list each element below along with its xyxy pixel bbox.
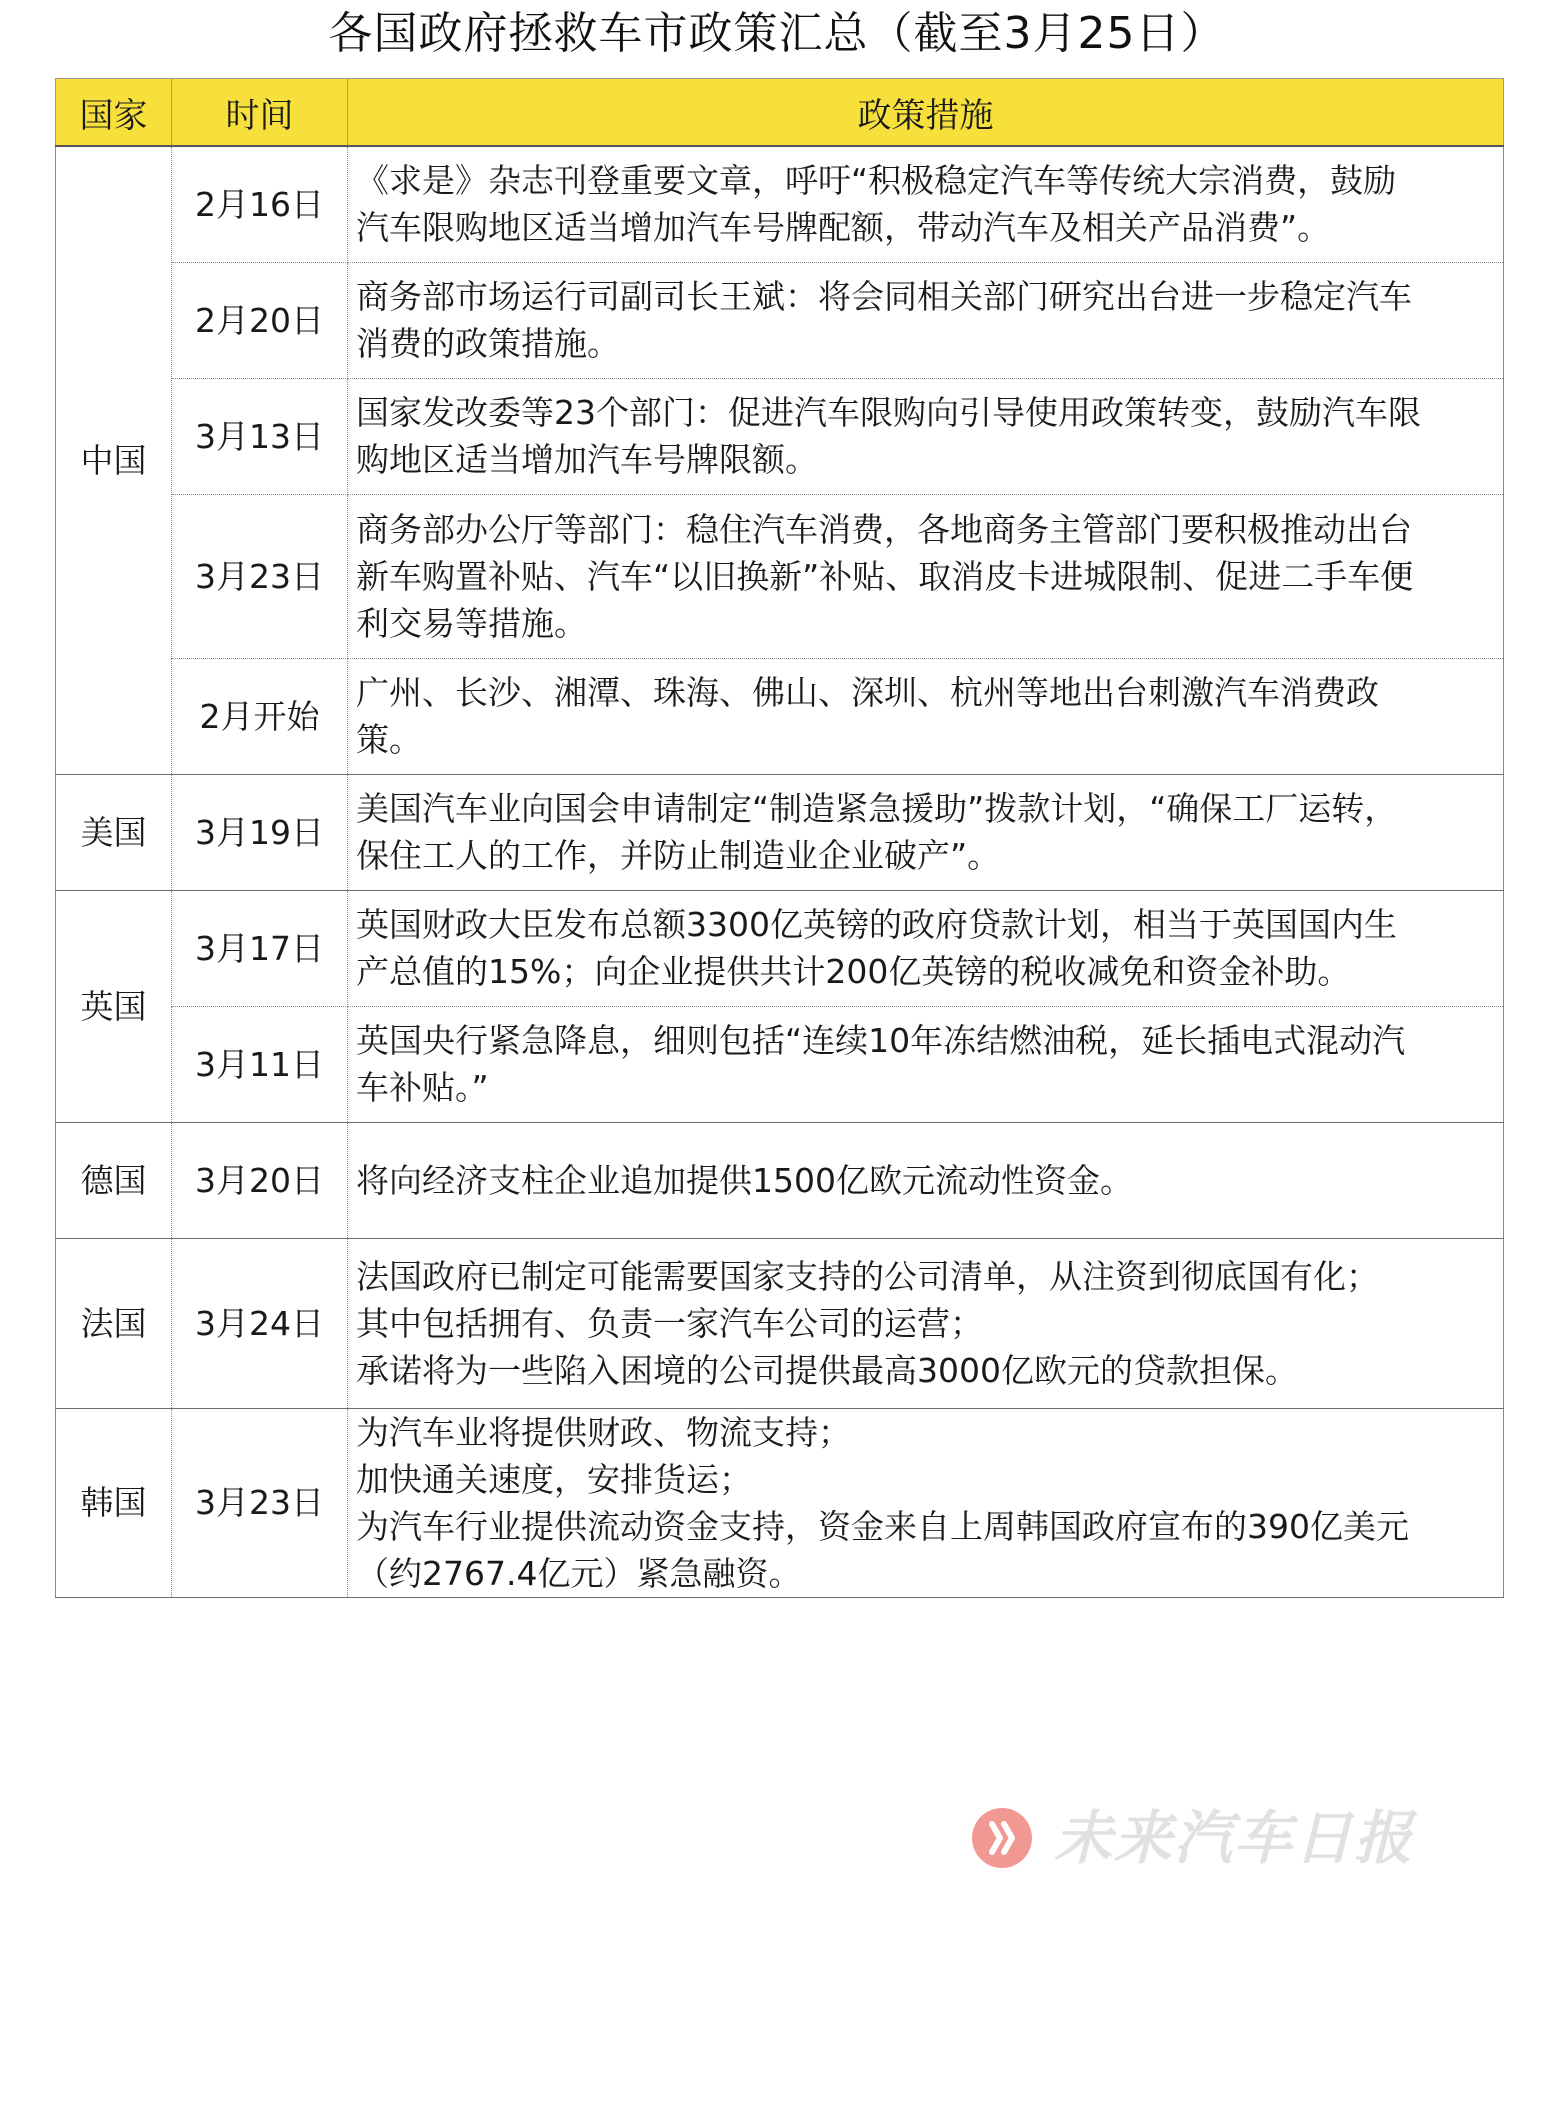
policy-line: 为汽车行业提供流动资金支持，资金来自上周韩国政府宣布的390亿美元 [356, 1506, 1409, 1546]
date-cell: 3月20日 [172, 1122, 348, 1238]
header-policy: 政策措施 [348, 79, 1504, 147]
policy-cell [348, 378, 1504, 494]
date-cell: 3月11日 [172, 1006, 348, 1122]
date-cell: 3月13日 [172, 378, 348, 494]
policy-cell [348, 262, 1504, 378]
policy-line: 策。 [356, 720, 422, 759]
country-cell: 韩国 [56, 1408, 172, 1597]
country-cell: 法国 [56, 1238, 172, 1408]
table-row [56, 378, 1504, 494]
policy-line: 国家发改委等23个部门：促进汽车限购向引导使用政策转变，鼓励汽车限 [356, 393, 1421, 432]
country-cell: 英国 [56, 890, 172, 1122]
policy-line: 车补贴。” [356, 1068, 489, 1107]
policy-line: 购地区适当增加汽车号牌限额。 [356, 440, 818, 479]
policy-table [55, 78, 1504, 1598]
policy-line: 加快通关速度，安排货运； [356, 1459, 752, 1499]
policy-line: 保住工人的工作，并防止制造业企业破产”。 [356, 836, 1001, 875]
policy-line: 商务部办公厅等部门：稳住汽车消费，各地商务主管部门要积极推动出台 [356, 509, 1412, 549]
date-cell: 2月16日 [172, 146, 348, 262]
date-cell: 2月开始 [172, 658, 348, 774]
table-row [56, 262, 1504, 378]
header-country: 国家 [56, 79, 172, 147]
policy-cell [348, 146, 1504, 262]
policy-line: 承诺将为一些陷入困境的公司提供最高3000亿欧元的贷款担保。 [356, 1350, 1298, 1390]
table-row [56, 774, 1504, 890]
date-cell: 3月23日 [172, 1408, 348, 1597]
red-circle-logo-icon [970, 1806, 1034, 1870]
policy-line: （约2767.4亿元）紧急融资。 [356, 1553, 802, 1593]
policy-line: 汽车限购地区适当增加汽车号牌配额，带动汽车及相关产品消费”。 [356, 208, 1331, 248]
policy-line: 新车购置补贴、汽车“以旧换新”补贴、取消皮卡进城限制、促进二手车便 [356, 556, 1414, 596]
header-date: 时间 [172, 79, 348, 147]
table-row [56, 1122, 1504, 1238]
policy-line: 将向经济支柱企业追加提供1500亿欧元流动性资金。 [356, 1160, 1133, 1200]
table-row [56, 146, 1504, 262]
policy-cell [348, 890, 1504, 1006]
policy-line: 其中包括拥有、负责一家汽车公司的运营； [356, 1303, 983, 1343]
policy-line: 为汽车业将提供财政、物流支持； [356, 1412, 851, 1452]
table-row [56, 494, 1504, 658]
policy-line: 法国政府已制定可能需要国家支持的公司清单，从注资到彻底国有化； [356, 1256, 1379, 1296]
country-cell: 中国 [56, 146, 172, 774]
policy-line: 英国财政大臣发布总额3300亿英镑的政府贷款计划，相当于英国国内生 [356, 905, 1397, 944]
policy-line: 产总值的15%；向企业提供共计200亿英镑的税收减免和资金补助。 [356, 952, 1351, 991]
policy-cell [348, 1006, 1504, 1122]
watermark [970, 1800, 1490, 1876]
table-header-row [56, 79, 1504, 147]
page-title: 各国政府拯救车市政策汇总（截至3月25日） [328, 8, 1226, 59]
date-cell: 3月17日 [172, 890, 348, 1006]
table-row [56, 1006, 1504, 1122]
date-cell: 3月23日 [172, 494, 348, 658]
country-cell: 德国 [56, 1122, 172, 1238]
table-row [56, 890, 1504, 1006]
policy-line: 美国汽车业向国会申请制定“制造紧急援助”拨款计划，“确保工厂运转， [356, 789, 1398, 828]
policy-line: 消费的政策措施。 [356, 324, 620, 363]
policy-cell [348, 1408, 1504, 1597]
policy-cell [348, 774, 1504, 890]
policy-cell [348, 1122, 1504, 1238]
policy-cell [348, 494, 1504, 658]
date-cell: 3月19日 [172, 774, 348, 890]
policy-line: 广州、长沙、湘潭、珠海、佛山、深圳、杭州等地出台刺激汽车消费政 [356, 673, 1379, 712]
policy-cell [348, 1238, 1504, 1408]
policy-line: 商务部市场运行司副司长王斌：将会同相关部门研究出台进一步稳定汽车 [356, 277, 1412, 316]
watermark-text: 未来汽车日报 [1054, 1804, 1415, 1872]
policy-cell [348, 658, 1504, 774]
country-cell: 美国 [56, 774, 172, 890]
policy-line: 利交易等措施。 [356, 603, 587, 643]
table-row [56, 1238, 1504, 1408]
table-row [56, 658, 1504, 774]
date-cell: 3月24日 [172, 1238, 348, 1408]
date-cell: 2月20日 [172, 262, 348, 378]
policy-line: 英国央行紧急降息，细则包括“连续10年冻结燃油税，延长插电式混动汽 [356, 1021, 1406, 1060]
table-row [56, 1408, 1504, 1597]
policy-line: 《求是》杂志刊登重要文章，呼吁“积极稳定汽车等传统大宗消费，鼓励 [356, 161, 1397, 201]
